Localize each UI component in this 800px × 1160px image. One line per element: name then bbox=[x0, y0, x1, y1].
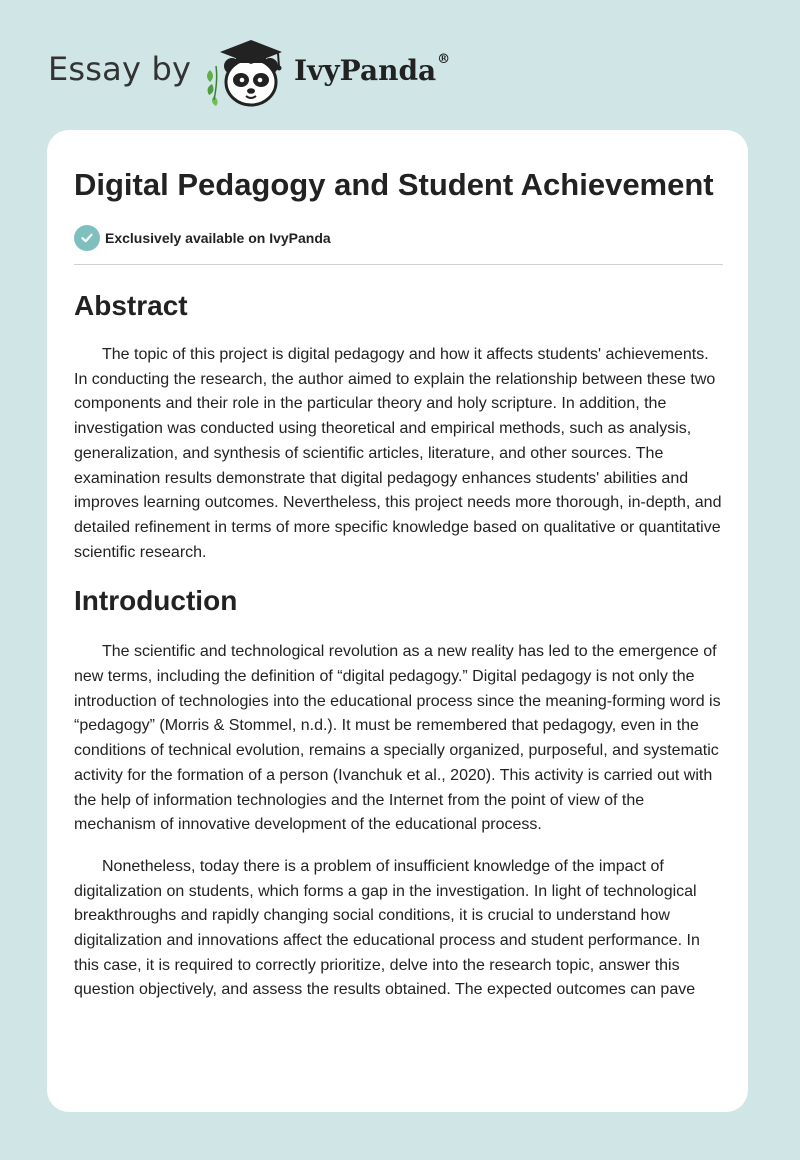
introduction-paragraph: Nonetheless, today there is a problem of insufficient knowledge of the impact of digitalization on students, which forms a gap in the investigation. In light of technological breakthroughs and rapidly changing social conditions, it is crucial to understand how digitalization and innovations affect the educational process and student performance. In this case, it is required to correctly prioritize, delve into the research topic, answer this question objectively, and assess the results obtained. The expected outcomes can pave bbox=[74, 857, 700, 999]
introduction-paragraph: The scientific and technological revolution as a new reality has led to the emergence of new terms, including the definition of “digital pedagogy.” Digital pedagogy is not only the introduction of technologies into the educational process since the meaning-forming word is “pedagogy” (Morris & Stommel, n.d.). It must be remembered that pedagogy, even in the conditions of technical evolution, remains a specially organized, purposeful, and systematic activity for the formation of a person (Ivanchuk et al., 2020). This activity is carried out with the help of information technologies and the Internet from the point of view of the mechanism of innovative development of the educational process. bbox=[74, 643, 721, 834]
essay-card bbox=[47, 130, 748, 1112]
section-heading-abstract: Abstract bbox=[74, 290, 188, 321]
ivypanda-brand-name[interactable] bbox=[294, 54, 450, 87]
exclusive-badge bbox=[74, 225, 724, 251]
brand-name-text: IvyPanda bbox=[294, 54, 437, 87]
site-header bbox=[48, 36, 568, 108]
checkmark-icon bbox=[74, 225, 100, 251]
title-divider bbox=[74, 264, 723, 265]
essay-content bbox=[74, 164, 724, 1003]
abstract-paragraph: The topic of this project is digital pedagogy and how it affects students' achievements. In conducting the research, the author aimed to explain the relationship between these two components and their role in the particular theory and holy scripture. In addition, the investigation was conducted using theoretical and empirical methods, such as analysis, generalization, and synthesis of scientific articles, literature, and other sources. The examination results demonstrate that digital pedagogy enhances students' abilities and improves learning outcomes. Nevertheless, this project needs more thorough, in-depth, and detailed refinement in terms of more specific knowledge based on qualitative or quantitative scientific research. bbox=[74, 346, 722, 561]
exclusive-badge-label: Exclusively available on IvyPanda bbox=[105, 230, 331, 246]
section-heading-introduction: Introduction bbox=[74, 585, 238, 617]
page-title: Digital Pedagogy and Student Achievement bbox=[74, 167, 714, 202]
essay-by-label: Essay by bbox=[48, 50, 192, 88]
registered-mark: ® bbox=[437, 52, 451, 67]
ivypanda-panda-logo-icon[interactable] bbox=[202, 36, 292, 108]
